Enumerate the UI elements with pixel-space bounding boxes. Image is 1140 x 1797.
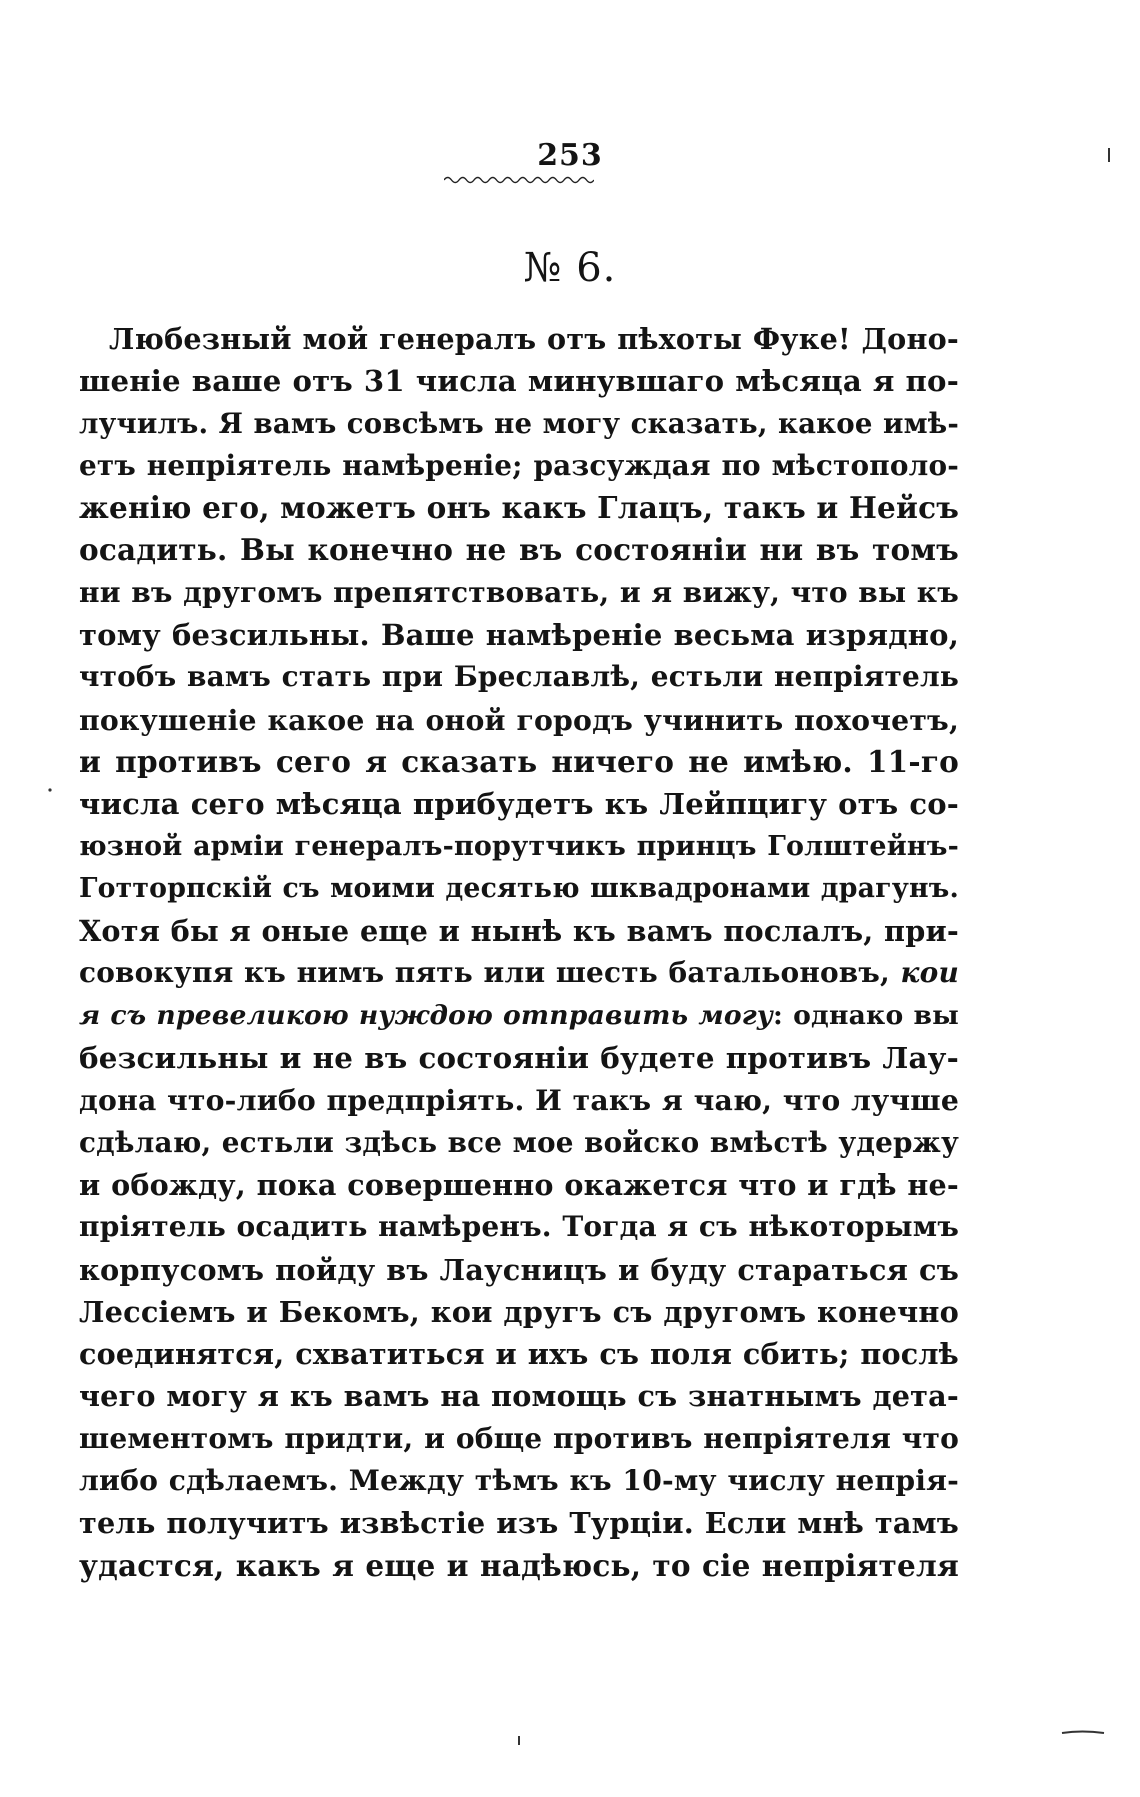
text-line: шеніе ваше отъ 31 числа минувшаго мѣсяца я по- [79,364,959,399]
page-number: 253 [537,138,603,173]
italic-segment: кои [900,956,959,990]
text-line: тель получитъ извѣстіе изъ Турціи. Если мнѣ тамъ [79,1506,959,1541]
text-line: числа сего мѣсяца прибудетъ къ Лейпцигу отъ со- [79,787,959,822]
text-line: корпусомъ пойду въ Лаусницъ и буду стараться съ [79,1252,959,1287]
letter-body [79,318,959,1587]
text-line: Любезный мой генералъ отъ пѣхоты Фуке! Доно- [109,322,959,356]
text-line: лучилъ. Я вамъ совсѣмъ не могу сказать, какое имѣ- [79,406,959,440]
text-line: безсильны и не въ состояніи будете противъ Лау- [79,1040,959,1076]
text-line: чего могу я къ вамъ на помощь съ знатнымъ дета- [79,1379,959,1414]
text-line: соединятся, схватиться и ихъ съ поля сбить; послѣ [79,1337,959,1372]
text-line: Готторпскій съ моими десятью шквадронами драгунъ. [79,872,959,904]
document-number-heading: № 6. [523,245,617,291]
text-line: Лессіемъ и Бекомъ, кои другъ съ другомъ конечно [79,1294,959,1329]
text-line: дона что-либо предпріять. И такъ я чаю, что лучше [79,1083,959,1118]
text-line: осадить. Вы конечно не въ состояніи ни въ томъ [79,532,959,568]
text-line: женію его, можетъ онъ какъ Глацъ, такъ и Нейсъ [79,490,960,526]
italic-segment: я съ превеликою нуждою отправить могу [79,999,774,1031]
text-line: шементомъ придти, и обще противъ непріятеля что [79,1421,959,1455]
text-line: пріятель осадить намѣренъ. Тогда я съ нѣкоторымъ [79,1210,959,1244]
text-line: либо сдѣлаемъ. Между тѣмъ къ 10-му числу непрія- [79,1464,959,1498]
text-segment: совокупя къ нимъ пять или шесть батальоновъ, [79,956,901,990]
text-line: юзной арміи генералъ-порутчикъ принцъ Голштейнъ- [79,830,959,862]
text-line: покушеніе какое на оной городъ учинить похочетъ, [79,702,959,737]
ornamental-rule [444,174,594,186]
text-line-with-italic [79,995,959,1037]
text-line: и обожду, пока совершенно окажется что и гдѣ не- [79,1167,959,1202]
text-line: ни въ другомъ препятствовать, и я вижу, что вы къ [79,575,959,609]
text-line: Хотя бы я оные еще и нынѣ къ вамъ послалъ, при- [79,914,959,949]
text-line: етъ непріятель намѣреніе; разсуждая по мѣстополо- [79,448,959,482]
text-segment: : однако вы [773,999,959,1031]
text-line: чтобъ вамъ стать при Бреславлѣ, естьли непріятель [79,660,959,694]
text-line-with-italic [79,952,959,994]
text-line: удастся, какъ я еще и надѣюсь, то сіе непріятеля [79,1547,959,1583]
text-line: сдѣлаю, естьли здѣсь все мое войско вмѣстѣ удержу [79,1125,959,1159]
text-line: и противъ сего я сказать ничего не имѣю. 11-го [79,743,959,779]
text-line: тому безсильны. Ваше намѣреніе весьма изрядно, [79,618,959,653]
